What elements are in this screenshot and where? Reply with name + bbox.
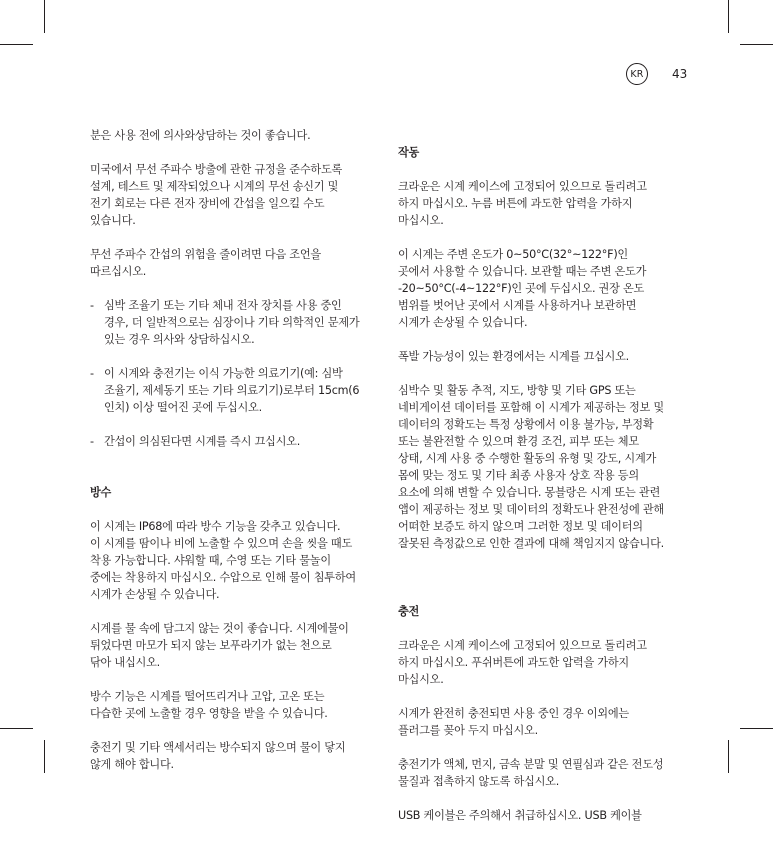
paragraph-unplug: 시계가 완전히 충전되면 사용 중인 경우 이외에는 플러그를 꽂아 두지 마십시오. (398, 707, 629, 737)
language-badge: KR (626, 63, 648, 85)
crop-mark-bottom-left-h (0, 728, 33, 729)
paragraph-rf-compliance: 미국에서 무선 주파수 방출에 관한 규정을 준수하도록 설계, 테스트 및 제작되었으나 시계의 무선 송신기 및 전기 회로는 다른 전자 장비에 간섭을 일으킬 수도 있습니다. (90, 163, 343, 227)
crop-mark-top-right-h (740, 44, 773, 45)
bullet-text: 이 시계와 충전기는 이식 가능한 의료기기(예: 심박 조율기, 제세동기 또는 기타 의료기기)로부터 15cm(6 인치) 이상 떨어진 곳에 두십시오. (104, 367, 360, 414)
bullet-dash: - (90, 299, 94, 312)
section-waterproof (90, 467, 390, 603)
bullet-item-interference (90, 433, 390, 450)
section-body-waterproof: 이 시계는 IP68에 따라 방수 기능을 갖추고 있습니다. 이 시계를 땀이나 비에 노출할 수 있으며 손을 씻을 때도 착용 가능합니다. 샤워할 때, 수영 또는 기타 물놀이 중에는 착용하지 마십시오. 수압으로 인해 물이 침투하여 시계가 손상될 수 있습니다. (90, 520, 356, 601)
bullet-item-distance (90, 365, 390, 416)
section-operation (398, 127, 693, 229)
bullet-text: 간섭이 의심된다면 시계를 즉시 끄십시오. (104, 435, 301, 448)
section-heading-charging: 충전 (398, 605, 420, 618)
crop-mark-bottom-right-h (740, 728, 773, 729)
paragraph-temperature: 이 시계는 주변 온도가 0~50°C(32°~122°F)인 곳에서 사용할 수 있습니다. 보관할 때는 주변 온도가 -20~50°C(-4~122°F)인 곳에 두십시오. 권장 온도 범위를 벗어난 곳에서 시계를 사용하거나 보관하면 시계가 손상될 수 있습니다. (398, 248, 647, 329)
paragraph-rf-advice-intro: 무선 주파수 간섭의 위험을 줄이려면 다음 조언을 따르십시오. (90, 248, 321, 278)
section-heading-operation: 작동 (398, 146, 420, 159)
bullet-dash: - (90, 367, 94, 380)
crop-mark-top-left (44, 0, 45, 33)
paragraph-water-immersion: 시계를 물 속에 담그지 않는 것이 좋습니다. 시계에물이 튀었다면 마모가 되지 않는 보푸라기가 없는 천으로 닦아 내십시오. (90, 622, 349, 669)
page-number: 43 (672, 67, 688, 81)
crop-mark-top-left-h (0, 44, 33, 45)
spacer (398, 569, 693, 586)
bullet-item-pacemaker (90, 297, 390, 348)
paragraph-water-resistance: 방수 기능은 시계를 떨어뜨리거나 고압, 고온 또는 다습한 곳에 노출할 경우 영향을 받을 수 있습니다. (90, 690, 328, 720)
left-column (90, 127, 390, 790)
paragraph-explosive: 폭발 가능성이 있는 환경에서는 시계를 끄십시오. (398, 350, 629, 363)
section-charging (398, 586, 693, 688)
crop-mark-bottom-right (728, 740, 729, 773)
bullet-text: 심박 조율기 또는 기타 체내 전자 장치를 사용 중인 경우, 더 일반적으로는 심장이나 기타 의학적인 문제가 있는 경우 의사와 상담하십시오. (104, 299, 360, 346)
section-body-charging: 크라운은 시계 케이스에 고정되어 있으므로 돌리려고 하지 마십시오. 푸쉬버튼에 과도한 압력을 가하지 마십시오. (398, 639, 647, 686)
crop-mark-top-right (728, 0, 729, 33)
section-heading-waterproof: 방수 (90, 486, 112, 499)
crop-mark-bottom-left (44, 740, 45, 773)
bullet-dash: - (90, 435, 94, 448)
paragraph-medical-advice: 분은 사용 전에 의사와상담하는 것이 좋습니다. (90, 129, 311, 142)
section-body-operation: 크라운은 시계 케이스에 고정되어 있으므로 돌리려고 하지 마십시오. 누름 버튼에 과도한 압력을 가하지 마십시오. (398, 180, 647, 227)
right-column (398, 127, 693, 841)
paragraph-charger-not-waterproof: 충전기 및 기타 액세서리는 방수되지 않으며 물이 닿지 않게 해야 합니다. (90, 741, 346, 771)
page-header (626, 62, 687, 86)
paragraph-data-accuracy: 심박수 및 활동 추적, 지도, 방향 및 기타 GPS 또는 네비게이션 데이터를 포함해 이 시계가 제공하는 정보 및 데이터의 정확도는 특정 상황에서 이용 불가능, 부정확 또는 불완전할 수 있으며 환경 조건, 피부 또는 체모 상태, 시계 사용 중 수행한 활동의 유형 및 강도, 시계가 몸에 맞는 정도 및 기타 최종 사용자 상호 작용 등의 요소에 의해 변할 수 있습니다. 몽블랑은 시계 또는 관련 앱이 제공하는 정보 및 데이터의 정확도나 완전성에 관해 어떠한 보증도 하지 않으며 그러한 정보 및 데이터의 잘못된 측정값으로 인한 결과에 대해 책임지지 않습니다. (398, 384, 664, 550)
paragraph-conductive: 충전기가 액체, 먼지, 금속 분말 및 연필심과 같은 전도성 물질과 접촉하지 않도록 하십시오. (398, 758, 664, 788)
paragraph-usb-cable: USB 케이블은 주의해서 취급하십시오. USB 케이블 (398, 809, 642, 822)
